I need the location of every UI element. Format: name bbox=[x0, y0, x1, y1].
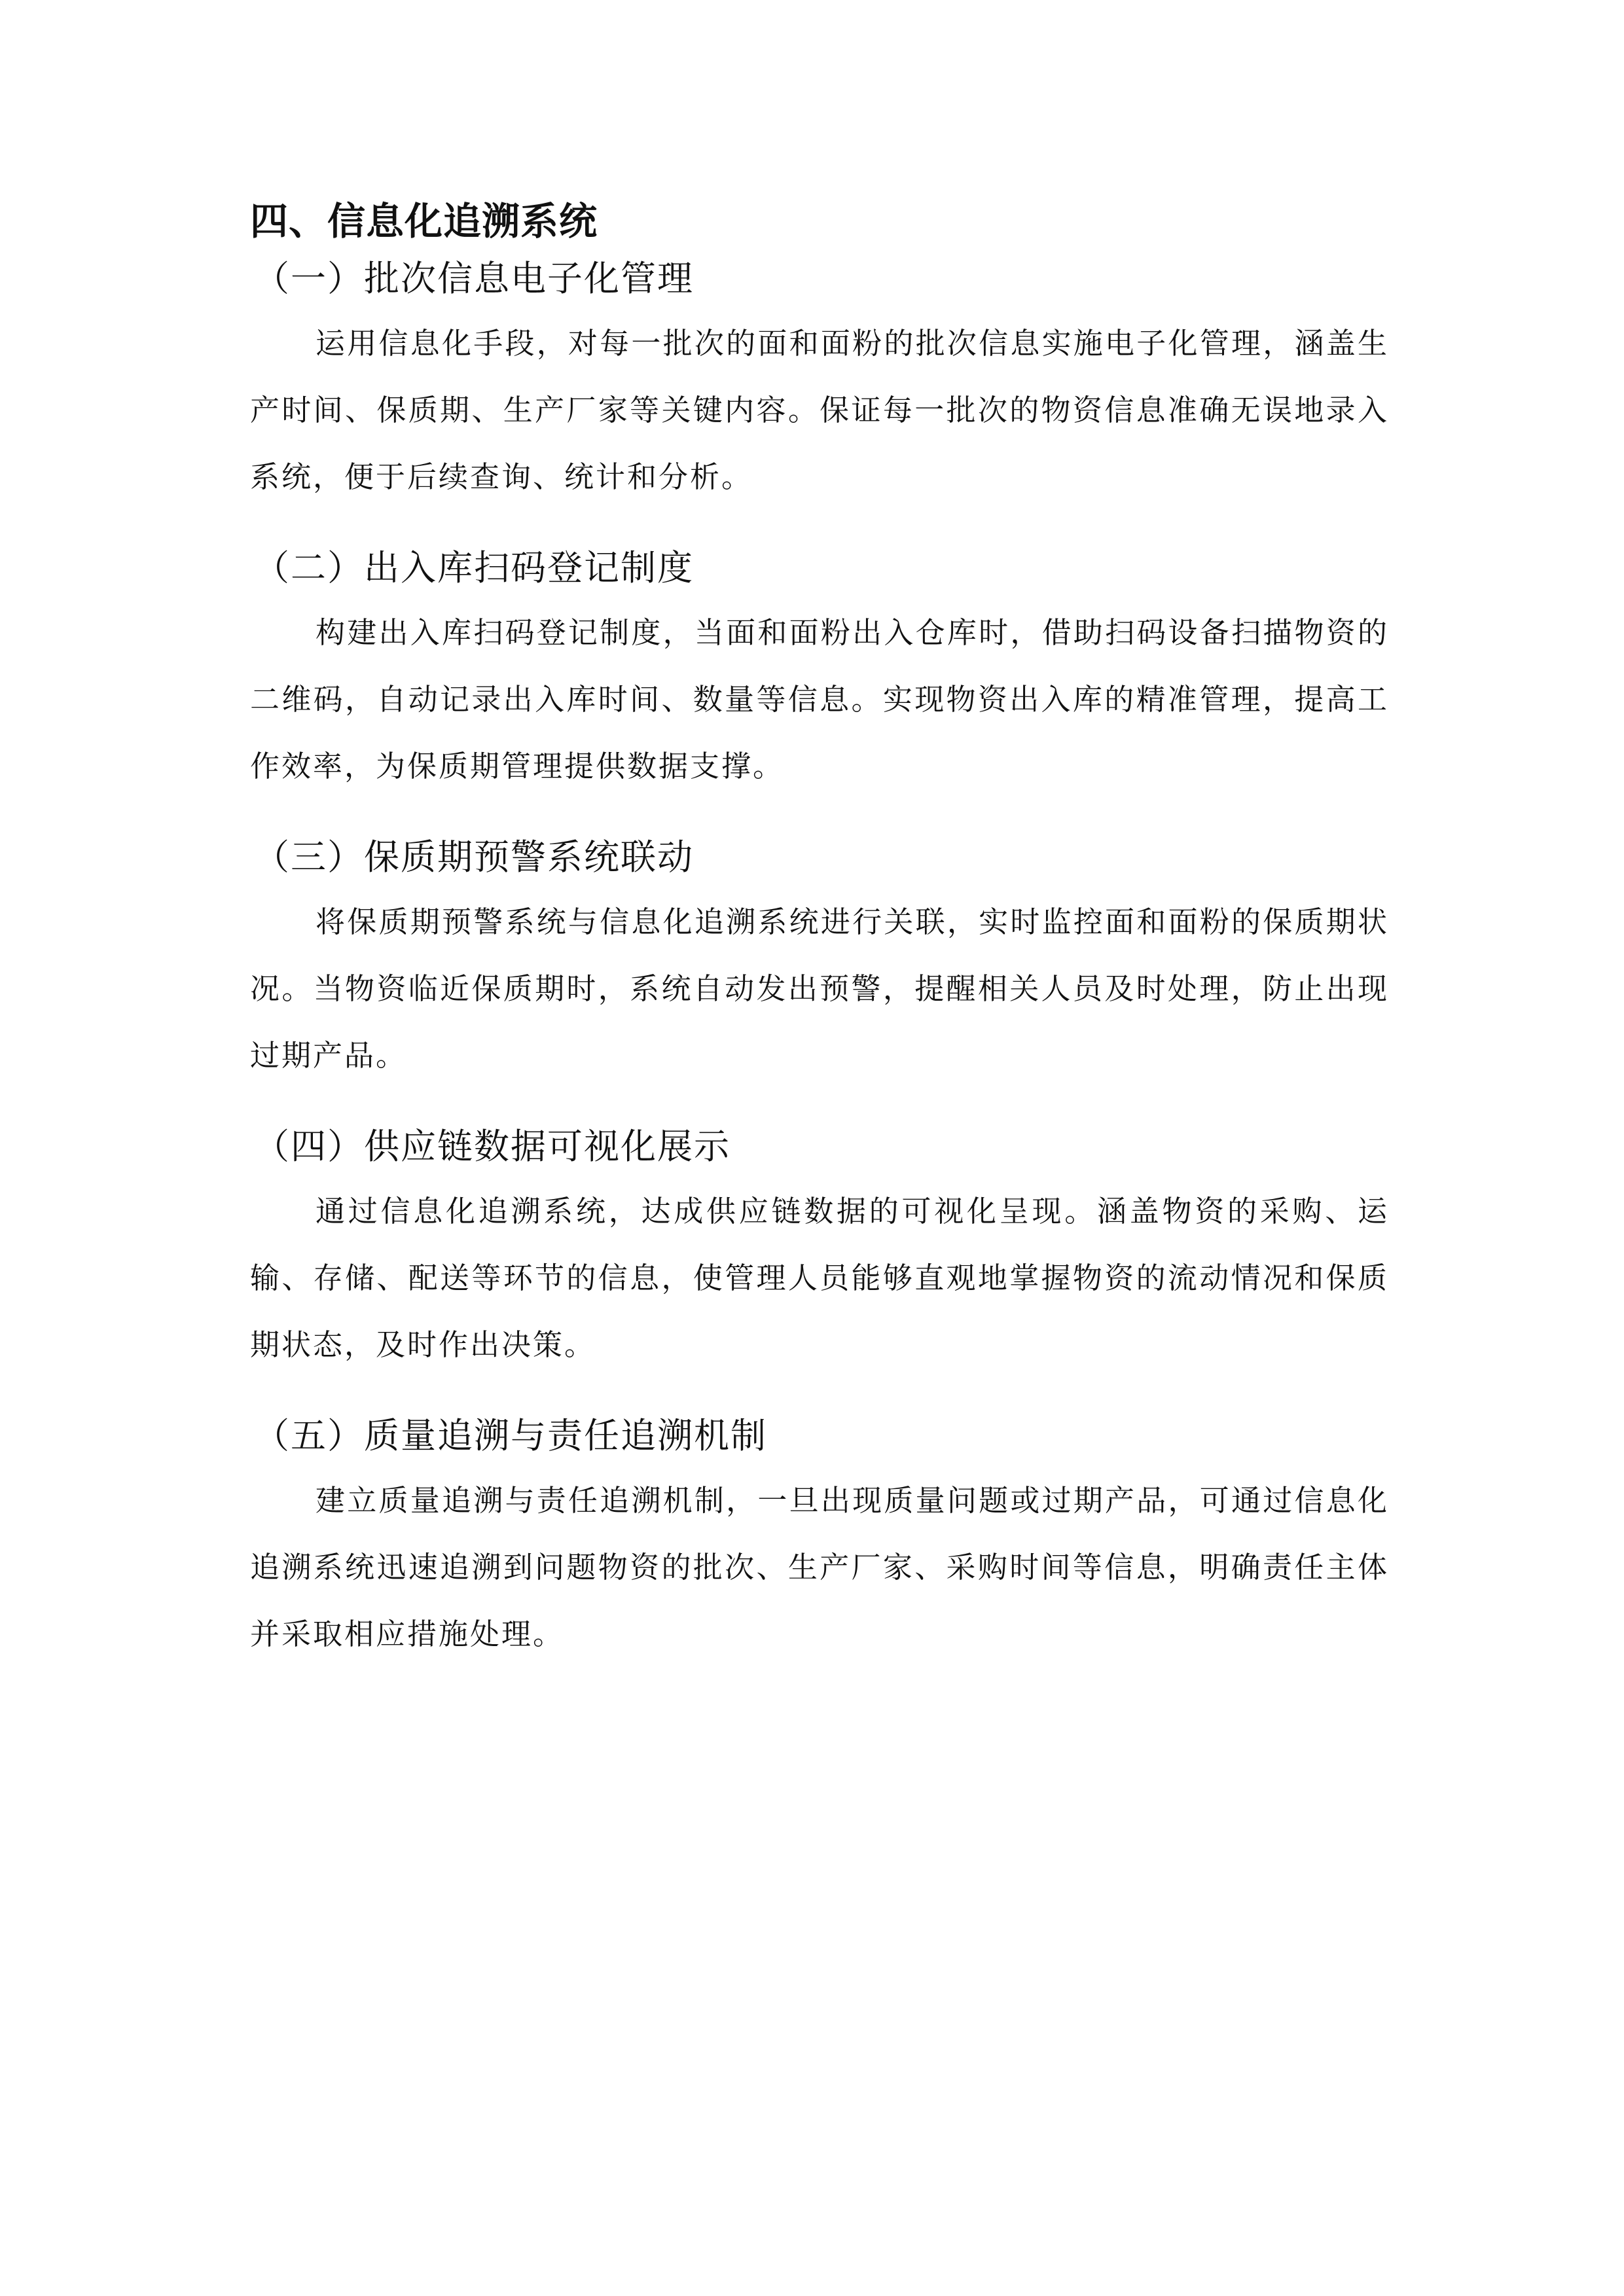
section-heading: （二）出入库扫码登记制度 bbox=[254, 547, 694, 588]
section-quality-traceability bbox=[250, 1405, 1389, 1668]
section-heading: （四）供应链数据可视化展示 bbox=[254, 1126, 731, 1167]
section-heading: （五）质量追溯与责任追溯机制 bbox=[254, 1415, 767, 1456]
section-paragraph: 建立质量追溯与责任追溯机制，一旦出现质量问题或过期产品，可通过信息化追溯系统迅速追溯到问题物资的批次、生产厂家、采购时间等信息，明确责任主体并采取相应措施处理。 bbox=[250, 1483, 1389, 1651]
section-supply-chain-visualization bbox=[250, 1115, 1389, 1378]
section-batch-info bbox=[250, 247, 1389, 511]
section-heading: （一）批次信息电子化管理 bbox=[254, 258, 694, 299]
section-paragraph: 通过信息化追溯系统，达成供应链数据的可视化呈现。涵盖物资的采购、运输、存储、配送等环节的信息，使管理人员能够直观地掌握物资的流动情况和保质期状态，及时作出决策。 bbox=[250, 1194, 1389, 1362]
section-paragraph: 运用信息化手段，对每一批次的面和面粉的批次信息实施电子化管理，涵盖生产时间、保质期、生产厂家等关键内容。保证每一批次的物资信息准确无误地录入系统，便于后续查询、统计和分析。 bbox=[250, 326, 1389, 494]
document-content bbox=[250, 195, 1389, 1694]
section-heading: （三）保质期预警系统联动 bbox=[254, 836, 694, 878]
section-scan-registration bbox=[250, 537, 1389, 800]
section-expiry-warning bbox=[250, 826, 1389, 1089]
page-title: 四、信息化追溯系统 bbox=[250, 199, 598, 243]
section-paragraph: 将保质期预警系统与信息化追溯系统进行关联，实时监控面和面粉的保质期状况。当物资临近保质期时，系统自动发出预警，提醒相关人员及时处理，防止出现过期产品。 bbox=[250, 905, 1389, 1073]
section-paragraph: 构建出入库扫码登记制度，当面和面粉出入仓库时，借助扫码设备扫描物资的二维码，自动记录出入库时间、数量等信息。实现物资出入库的精准管理，提高工作效率，为保质期管理提供数据支撑。 bbox=[250, 615, 1389, 783]
